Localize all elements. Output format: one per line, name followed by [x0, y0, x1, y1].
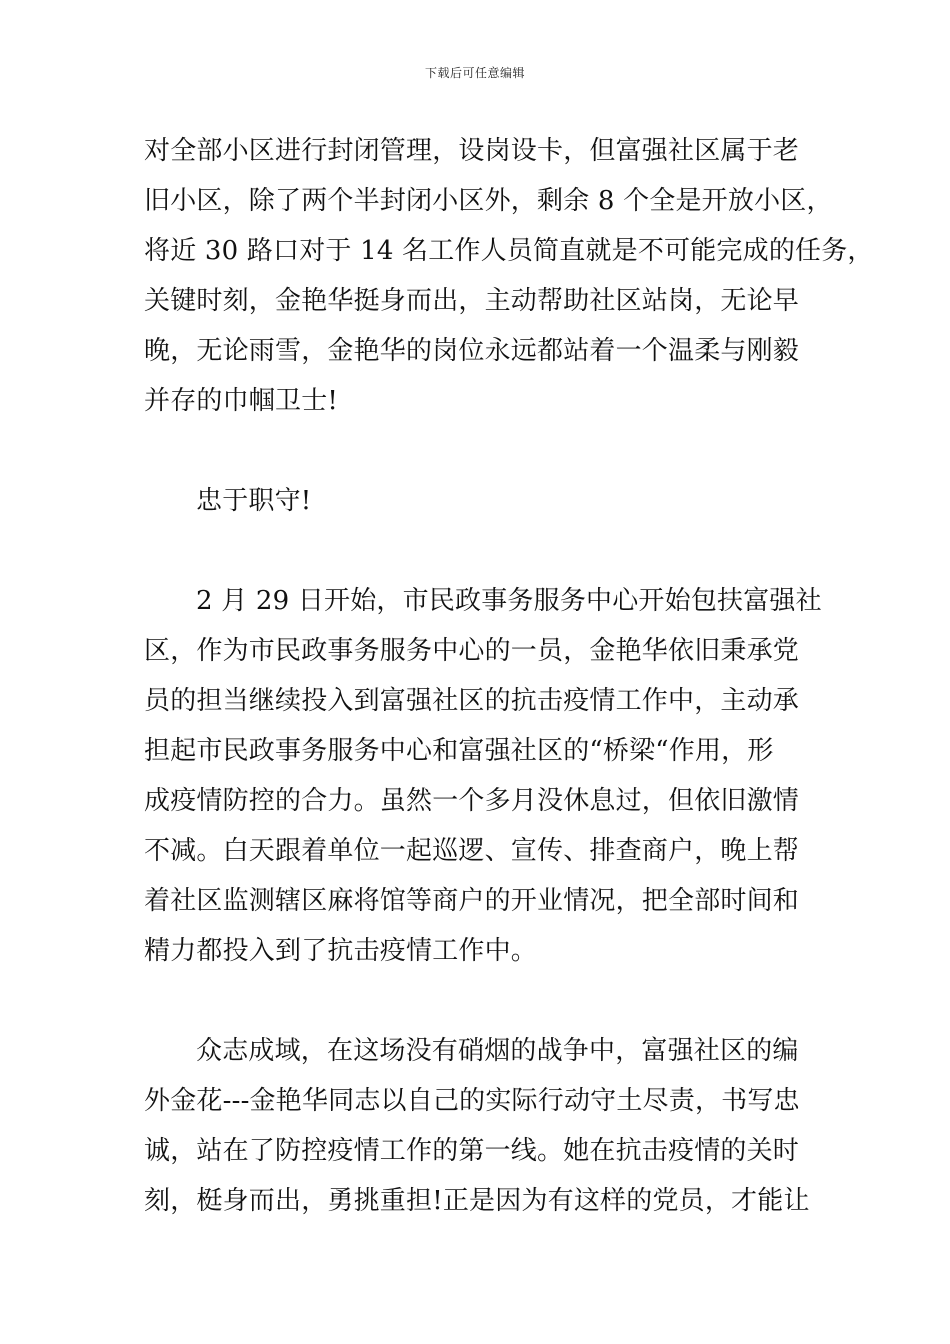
paragraph-4-line-4: 刻，梃身而出，勇挑重担!正是因为有这样的党员，才能让 — [144, 1186, 810, 1216]
paragraph-4-line-2: 外金花---金艳华同志以自己的实际行动守土尽责，书写忠 — [144, 1086, 800, 1116]
paragraph-1-line-1: 对全部小区进行封闭管理，设岗设卡，但富强社区属于老 — [144, 136, 800, 166]
paragraph-1-line-4: 关键时刻，金艳华挺身而出，主动帮助社区站岗，无论早 — [144, 286, 800, 316]
paragraph-3-line-5: 成疫情防控的合力。虽然一个多月没休息过，但依旧激情 — [144, 786, 800, 816]
paragraph-3-line-6: 不减。白天跟着单位一起巡逻、宣传、排查商户，晚上帮 — [144, 836, 800, 866]
paragraph-1-line-3: 将近 30 路口对于 14 名工作人员简直就是不可能完成的任务， — [144, 236, 874, 266]
paragraph-3-line-2: 区，作为市民政事务服务中心的一员，金艳华依旧秉承党 — [144, 636, 800, 666]
paragraph-1-line-5: 晚，无论雨雪，金艳华的岗位永远都站着一个温柔与刚毅 — [144, 336, 800, 366]
paragraph-4-line-1: 众志成域，在这场没有硝烟的战争中，富强社区的编 — [196, 1036, 799, 1066]
paragraph-3-line-4: 担起市民政事务服务中心和富强社区的“桥梁“作用，形 — [144, 736, 774, 766]
page-header: 下载后可任意编辑 — [424, 66, 525, 80]
paragraph-3-line-1: 2 月 29 日开始，市民政事务服务中心开始包扶富强社 — [196, 586, 822, 616]
paragraph-3-line-8: 精力都投入到了抗击疫情工作中。 — [144, 936, 538, 966]
paragraph-1-line-6: 并存的巾帼卫士! — [144, 386, 339, 416]
paragraph-3-line-7: 着社区监测辖区麻将馆等商户的开业情况，把全部时间和 — [144, 886, 800, 916]
paragraph-2-line-1: 忠于职守! — [196, 486, 312, 516]
paragraph-3-line-3: 员的担当继续投入到富强社区的抗击疫情工作中，主动承 — [144, 686, 800, 716]
paragraph-1-line-2: 旧小区，除了两个半封闭小区外，剩余 8 个全是开放小区， — [144, 186, 833, 216]
paragraph-4-line-3: 诚，站在了防控疫情工作的第一线。她在抗击疫情的关时 — [144, 1136, 800, 1166]
